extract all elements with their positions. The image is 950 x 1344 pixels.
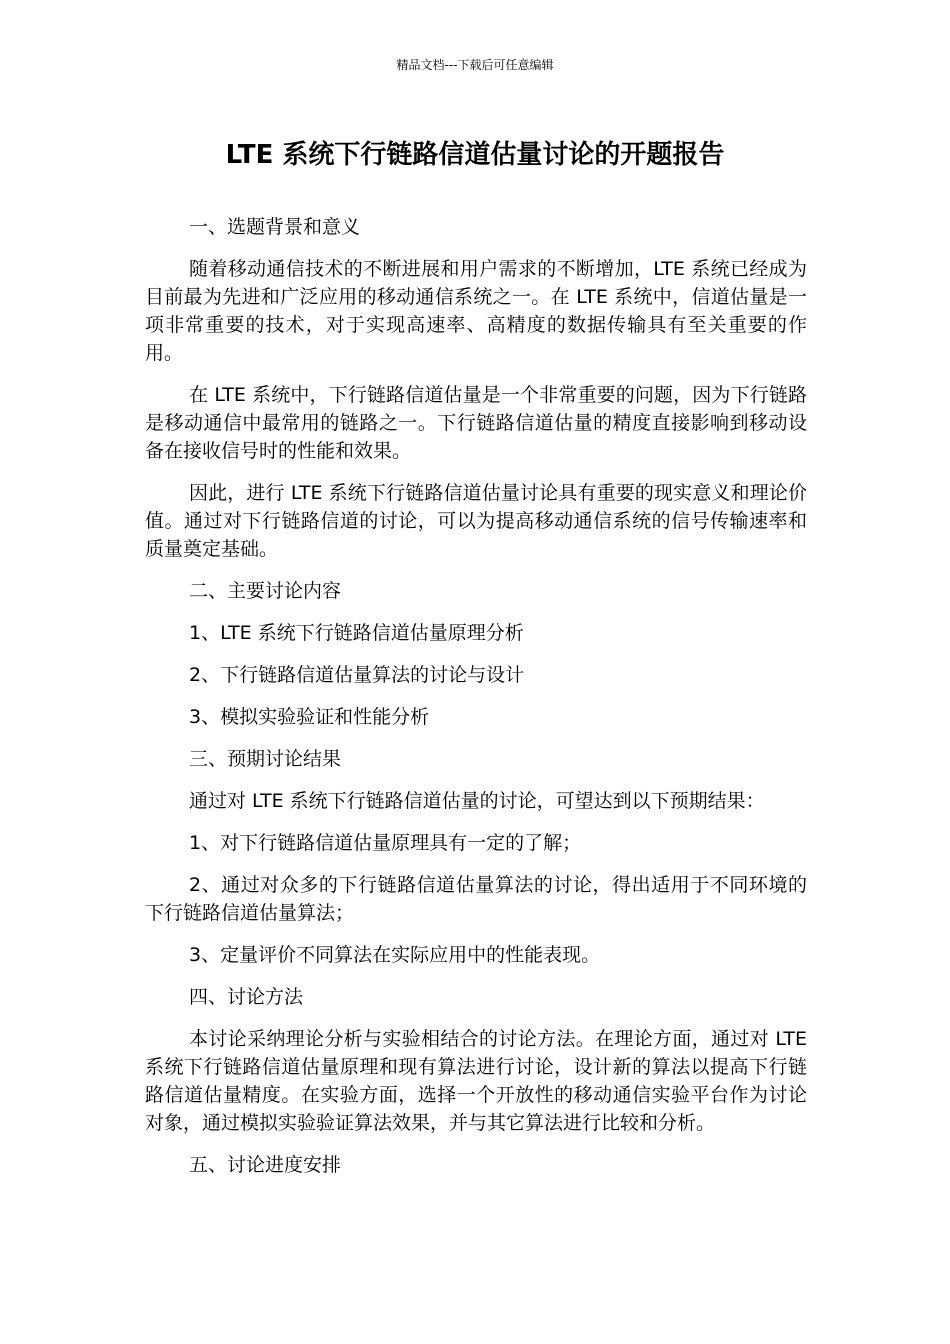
section-heading-expected-results: 三、预期讨论结果 <box>189 748 342 770</box>
list-item-content-2: 2、下行链路信道估量算法的讨论与设计 <box>189 664 525 686</box>
section-heading-methods: 四、讨论方法 <box>189 986 304 1008</box>
section-heading-schedule: 五、讨论进度安排 <box>189 1154 342 1176</box>
section-heading-main-content: 二、主要讨论内容 <box>189 580 342 602</box>
page-header-note: 精品文档---下载后可任意编辑 <box>396 58 554 72</box>
paragraph-background-1: 随着移动通信技术的不断进展和用户需求的不断增加，LTE 系统已经成为目前最为先进和广泛应用的移动通信系统之一。在 LTE 系统中，信道估量是一项非常重要的技术，对于实现高速率、高精度的数据传输具有至关重要的作用。 <box>145 258 807 364</box>
paragraph-methods: 本讨论采纳理论分析与实验相结合的讨论方法。在理论方面，通过对 LTE 系统下行链路信道估量原理和现有算法进行讨论，设计新的算法以提高下行链路信道估量精度。在实验方面，选择一个开放性的移动通信实验平台作为讨论对象，通过模拟实验验证算法效果，并与其它算法进行比较和分析。 <box>145 1028 807 1134</box>
list-item-result-1: 1、对下行链路信道估量原理具有一定的了解； <box>189 832 582 854</box>
document-title: LTE 系统下行链路信道估量讨论的开题报告 <box>225 140 725 170</box>
list-item-content-3: 3、模拟实验验证和性能分析 <box>189 706 430 728</box>
document-body <box>145 213 807 1193</box>
list-item-result-3: 3、定量评价不同算法在实际应用中的性能表现。 <box>189 944 601 966</box>
paragraph-background-2: 在 LTE 系统中，下行链路信道估量是一个非常重要的问题，因为下行链路是移动通信中最常用的链路之一。下行链路信道估量的精度直接影响到移动设备在接收信号时的性能和效果。 <box>145 384 807 462</box>
list-item-result-2: 2、通过对众多的下行链路信道估量算法的讨论，得出适用于不同环境的下行链路信道估量算法； <box>145 874 807 924</box>
section-heading-background: 一、选题背景和意义 <box>189 216 361 238</box>
paragraph-background-3: 因此，进行 LTE 系统下行链路信道估量讨论具有重要的现实意义和理论价值。通过对下行链路信道的讨论，可以为提高移动通信系统的信号传输速率和质量奠定基础。 <box>145 482 807 560</box>
list-item-content-1: 1、LTE 系统下行链路信道估量原理分析 <box>189 622 524 644</box>
paragraph-expected-intro: 通过对 LTE 系统下行链路信道估量的讨论，可望达到以下预期结果： <box>189 790 765 812</box>
